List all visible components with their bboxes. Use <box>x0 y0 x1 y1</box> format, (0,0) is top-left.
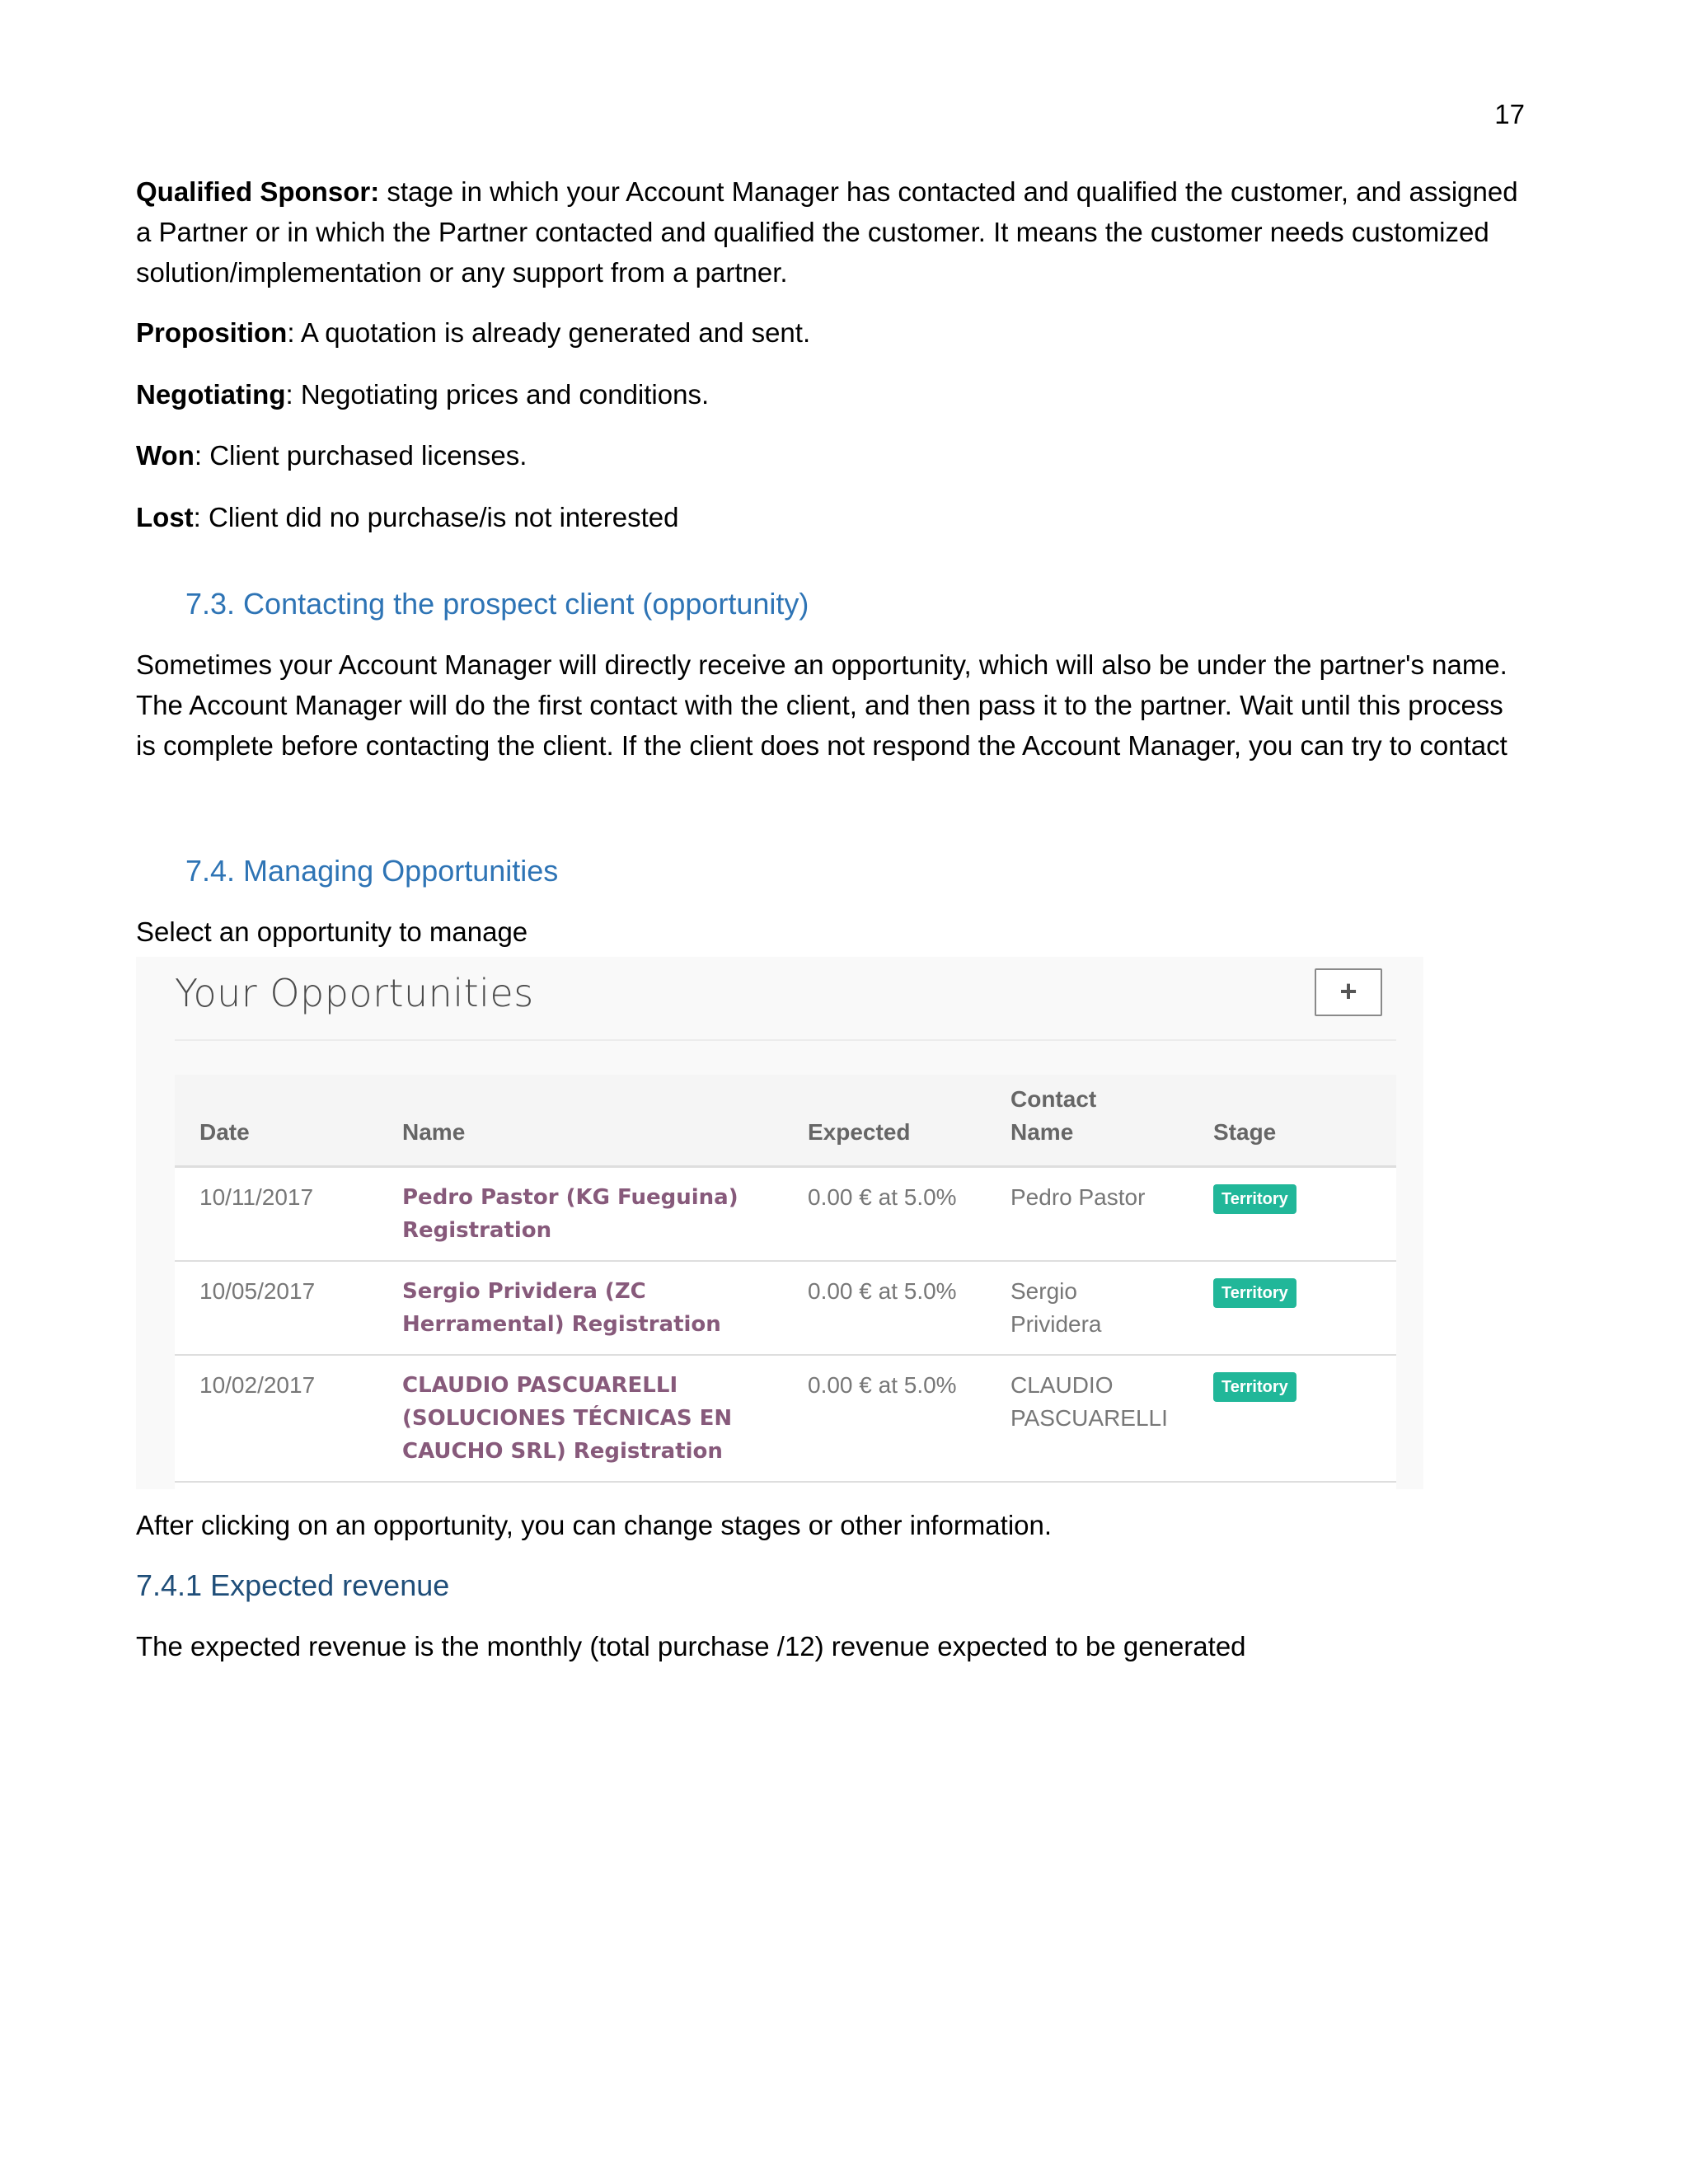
table-row[interactable] <box>175 1262 1396 1356</box>
row-date: 10/11/2017 <box>199 1184 314 1210</box>
row-contact-name <box>1010 1369 1168 1435</box>
definition-qualified-sponsor <box>136 171 1521 293</box>
column-header-contact-name[interactable] <box>1010 1083 1096 1149</box>
definition-negotiating <box>136 374 1521 415</box>
row-contact-line: Prividera <box>1010 1311 1102 1337</box>
page-number: 17 <box>1494 99 1525 129</box>
row-name[interactable] <box>402 1275 721 1341</box>
opportunities-screenshot <box>136 957 1423 1489</box>
definition-text: stage in which your Account Manager has contacted and qualified the customer, and assigned a Partner or in which the Partner contacted and qualified the customer. It means the customer needs customized solution/implementation or any support from a partner. <box>136 176 1518 288</box>
definition-term: Lost <box>136 502 194 532</box>
plus-icon: + <box>1339 974 1357 1008</box>
row-contact-line: PASCUARELLI <box>1010 1405 1168 1431</box>
column-header-expected[interactable]: Expected <box>808 1119 911 1145</box>
definition-lost <box>136 497 1521 537</box>
row-contact-name <box>1010 1181 1145 1214</box>
table-row[interactable] <box>175 1168 1396 1262</box>
definition-text: : Client purchased licenses. <box>194 440 528 471</box>
definition-term: Proposition <box>136 317 288 348</box>
row-expected: 0.00 € at 5.0% <box>808 1372 957 1398</box>
section-7-4-heading: 7.4. Managing Opportunities <box>185 854 559 888</box>
row-contact-line: CLAUDIO <box>1010 1372 1114 1398</box>
row-contact-line: Pedro Pastor <box>1010 1184 1146 1210</box>
column-header-stage[interactable]: Stage <box>1213 1119 1277 1145</box>
definition-term: Negotiating <box>136 379 286 410</box>
section-7-4-after: After clicking on an opportunity, you can change stages or other information. <box>136 1510 1053 1540</box>
opportunities-table <box>175 1075 1396 1489</box>
row-contact-name <box>1010 1275 1101 1341</box>
section-7-3-heading: 7.3. Contacting the prospect client (opportunity) <box>185 587 809 621</box>
row-name-line: CAUCHO SRL) Registration <box>402 1439 723 1464</box>
definition-term: Won <box>136 440 195 471</box>
row-name-line: CLAUDIO PASCUARELLI <box>402 1373 678 1398</box>
add-opportunity-button[interactable] <box>1315 968 1382 1016</box>
table-header <box>175 1075 1396 1168</box>
stage-badge: Territory <box>1213 1372 1296 1402</box>
row-name-line: Sergio Prividera (ZC <box>402 1279 646 1304</box>
section-7-4-1-heading: 7.4.1 Expected revenue <box>136 1568 450 1602</box>
row-name-line: Registration <box>402 1218 552 1243</box>
stage-badge: Territory <box>1213 1184 1296 1214</box>
row-name-line: Pedro Pastor (KG Fueguina) <box>402 1185 738 1210</box>
definition-text: : A quotation is already generated and sent. <box>287 317 811 348</box>
row-name[interactable] <box>402 1181 738 1247</box>
section-7-4-1-body: The expected revenue is the monthly (total purchase /12) revenue expected to be generated <box>136 1631 1246 1661</box>
definition-term: Qualified Sponsor: <box>136 176 380 207</box>
row-expected: 0.00 € at 5.0% <box>808 1184 957 1210</box>
row-name[interactable] <box>402 1369 732 1468</box>
table-row[interactable] <box>175 1356 1396 1483</box>
row-name-line: Herramental) Registration <box>402 1312 721 1337</box>
section-7-4-intro: Select an opportunity to manage <box>136 916 528 947</box>
column-header-contact-line: Contact <box>1010 1086 1097 1112</box>
section-7-3-body: Sometimes your Account Manager will directly receive an opportunity, which will also be under the partner's name. The Account Manager will do the first contact with the client, and then pass it to the partner. Wait until this process is complete before contacting the client. If the client does not respond the Account Manager, you can try to contact <box>136 649 1507 761</box>
definition-text: : Negotiating prices and conditions. <box>285 379 710 410</box>
row-date: 10/02/2017 <box>199 1372 316 1398</box>
stage-badge: Territory <box>1213 1278 1296 1308</box>
column-header-name[interactable]: Name <box>402 1119 466 1145</box>
row-name-line: (SOLUCIONES TÉCNICAS EN <box>402 1406 733 1431</box>
column-header-contact-line: Name <box>1010 1119 1074 1145</box>
row-contact-line: Sergio <box>1010 1278 1077 1304</box>
opportunities-title: Your Opportunities <box>175 971 534 1015</box>
definition-won <box>136 435 1521 476</box>
column-header-date[interactable]: Date <box>199 1119 250 1145</box>
row-date: 10/05/2017 <box>199 1278 316 1304</box>
definition-text: : Client did no purchase/is not interested <box>193 502 679 532</box>
definition-proposition <box>136 312 1521 353</box>
row-expected: 0.00 € at 5.0% <box>808 1278 957 1304</box>
divider <box>175 1039 1396 1041</box>
